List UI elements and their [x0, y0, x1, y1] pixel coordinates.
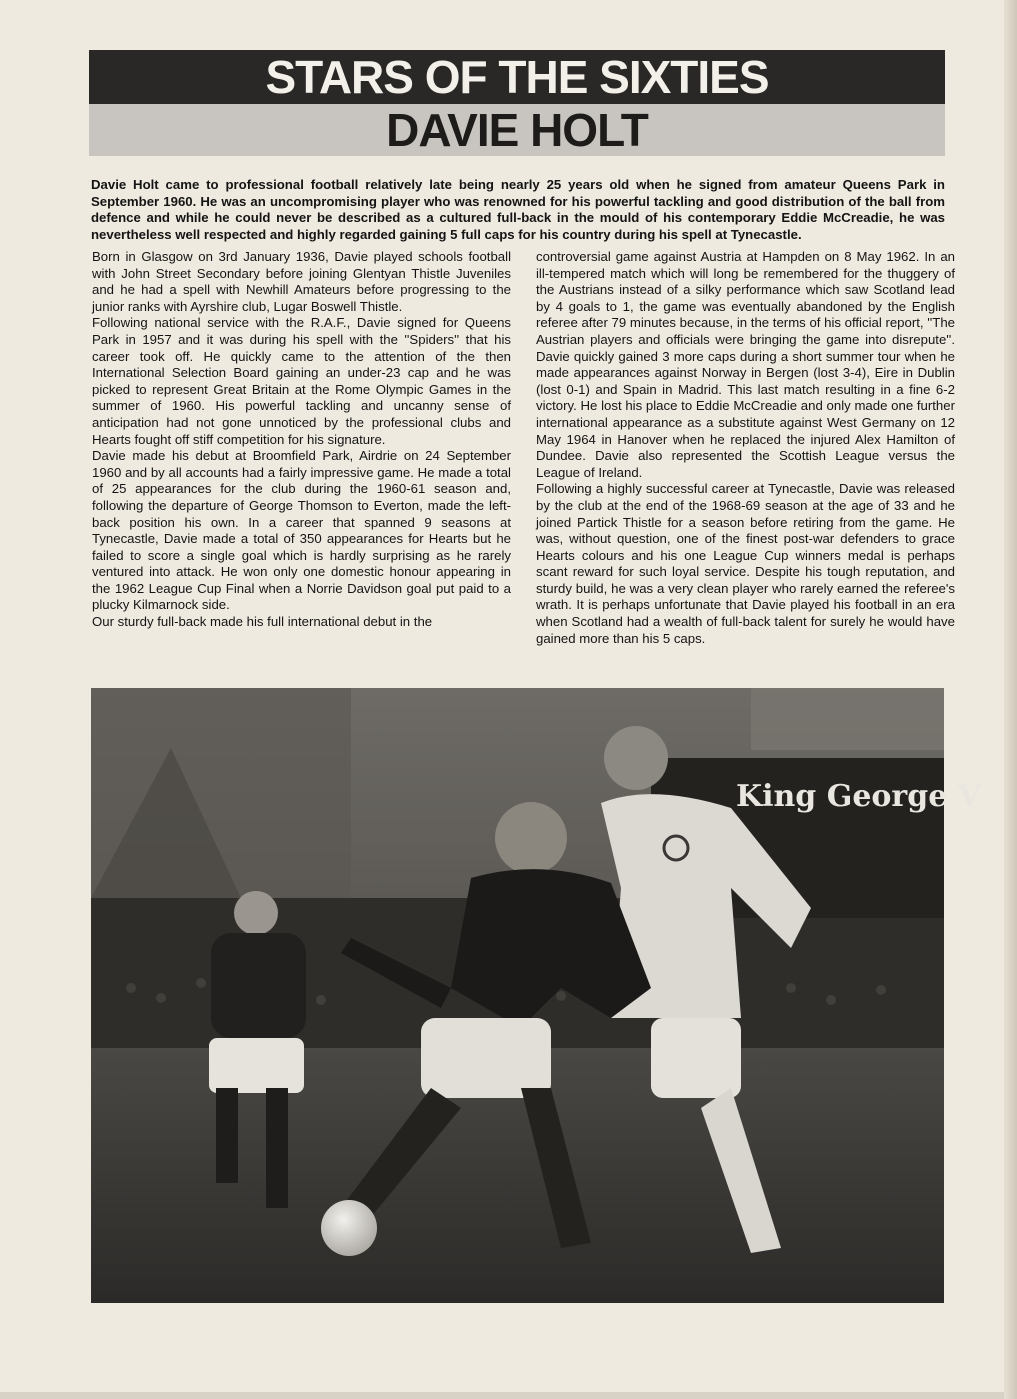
- stand-sign-text: King George V: [736, 779, 982, 814]
- football: [321, 1200, 377, 1256]
- series-title-banner: [89, 50, 945, 104]
- match-photo: [91, 688, 982, 1303]
- stand-sign: [736, 779, 982, 814]
- body-paragraph: Following national service with the R.A.F., Davie signed for Queens Park in 1957 and it was during his spell with the ''Spiders'' that his career took off. He quickly came to the attention of the then International Selection Board gaining an under-23 cap and he was picked to represent Great Britain at the Rome Olympic Games in the summer of 1960. His powerful tackling and uncanny sense of anticipation had not gone unnoticed by the professional clubs and Hearts fought off stiff competition for his signature.: [92, 315, 511, 447]
- intro-paragraph: Davie Holt came to professional football relatively late being nearly 25 years old when he signed from amateur Queens Park in September 1960. He was an uncompromising player who was renowned for his powerful tackling and good distribution of the ball from defence and while he could never be described as a cultured full-back in the mould of his contemporary Eddie McCreadie, he was nevertheless well respected and highly regarded gaining 5 full caps for his country during his spell at Tynecastle.: [91, 177, 945, 242]
- right-column: [536, 249, 955, 647]
- left-column: [92, 249, 511, 631]
- player-name-banner: [89, 104, 945, 156]
- series-title: STARS OF THE SIXTIES: [265, 51, 769, 103]
- body-paragraph: Born in Glasgow on 3rd January 1936, Davie played schools football with John Street Secondary before joining Glentyan Thistle Juveniles and he had a spell with Newhill Amateurs before progressing to the junior ranks with Ayrshire club, Lugar Boswell Thistle.: [92, 249, 511, 314]
- body-paragraph: controversial game against Austria at Hampden on 8 May 1962. In an ill-tempered match which will long be remembered for the thuggery of the Austrians instead of a silky performance which saw Scotland lead by 4 goals to 1, the game was eventually abandoned by the English referee after 79 minutes because, in the terms of his official report, ''The Austrian players and officials were bringing the game into disrepute''. Davie quickly gained 3 more caps during a short summer tour when he made appearances against Norway in Bergen (lost 3-4), Eire in Dublin (lost 0-1) and Spain in Madrid. This last match resulting in a fine 6-2 victory. He lost his place to Eddie McCreadie and only made one further international appearance as a substitute against West Germany on 12 May 1964 in Hanover when he replaced the injured Alex Hamilton of Dundee. Davie also represented the Scottish League versus the League of Ireland.: [536, 249, 955, 480]
- player-name: DAVIE HOLT: [386, 104, 648, 156]
- body-paragraph: Davie made his debut at Broomfield Park, Airdrie on 24 September 1960 and by all accounts had a fairly impressive game. He made a total of 25 appearances for the club during the 1960-61 season and, following the departure of George Thomson to Everton, made the left-back position his own. In a career that spanned 9 seasons at Tynecastle, Davie made a total of 350 appearances for Hearts but he failed to score a single goal which is hardly surprising as he rarely ventured into attack. He won only one domestic honour appearing in the 1962 League Cup Final when a Norrie Davidson goal put paid to a plucky Kilmarnock side.: [92, 448, 511, 613]
- page-bottom-edge: [0, 1392, 1017, 1399]
- page-right-edge: [1004, 0, 1017, 1399]
- body-paragraph: Our sturdy full-back made his full international debut in the: [92, 614, 433, 630]
- body-paragraph: Following a highly successful career at Tynecastle, Davie was released by the club at the end of the 1968-69 season at the age of 33 and he joined Partick Thistle for a season before retiring from the game. He was, without question, one of the finest post-war defenders to grace Hearts colours and his one League Cup winners medal is perhaps scant reward for such loyal service. Despite his tough reputation, and sturdy build, he was a very clean player who rarely earned the referee's wrath. It is perhaps unfortunate that Davie played his football in an era when Scotland had a wealth of full-back talent for surely he would have gained more than his 5 caps.: [536, 481, 955, 646]
